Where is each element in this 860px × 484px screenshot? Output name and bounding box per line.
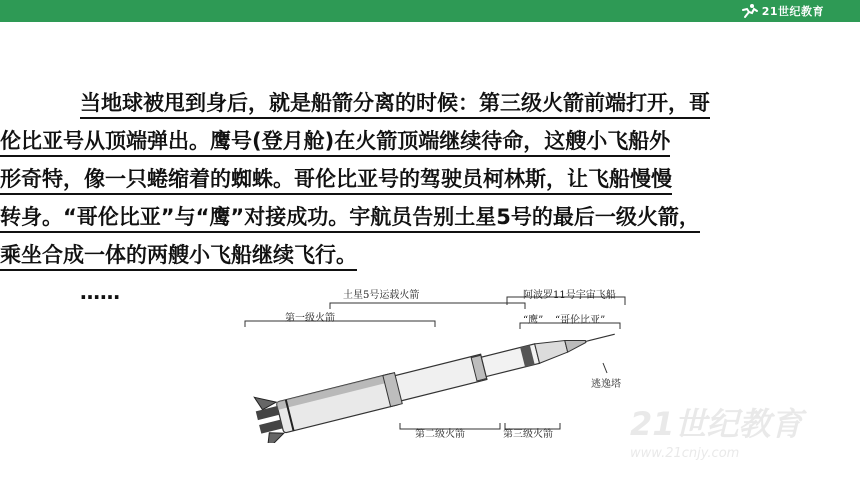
label-eagle: “鹰”	[523, 315, 544, 326]
label-stage3: 第三级火箭	[503, 429, 553, 440]
label-apollo: 阿波罗11号宇宙飞船	[523, 290, 616, 301]
label-escape: 逃逸塔	[591, 379, 621, 390]
runner-icon	[741, 3, 759, 19]
paragraph-line: 伦比亚号从顶端弹出。鹰号(登月舱)在火箭顶端继续待命，这艘小飞船外	[0, 122, 840, 160]
logo-text: 21世纪教育	[761, 5, 824, 18]
watermark-logo-icon	[620, 395, 840, 465]
label-columbia: “哥伦比亚”	[555, 315, 606, 326]
site-logo[interactable]	[741, 2, 824, 20]
svg-text:21世纪教育: 21世纪教育	[630, 405, 803, 443]
rocket-drawing	[235, 283, 635, 443]
svg-text:www.21cnjy.com: www.21cnjy.com	[630, 446, 740, 461]
header-bar	[0, 0, 860, 22]
paragraph-line: 形奇特，像一只蜷缩着的蜘蛛。哥伦比亚号的驾驶员柯林斯，让飞船慢慢	[0, 160, 840, 198]
paragraph-line: 当地球被甩到身后，就是船箭分离的时候：第三级火箭前端打开，哥	[80, 84, 840, 122]
watermark	[620, 395, 840, 465]
body-paragraph	[0, 84, 840, 274]
label-stage1: 第一级火箭	[285, 313, 335, 324]
label-stage2: 第二级火箭	[415, 429, 465, 440]
ellipsis: ……	[80, 280, 120, 304]
paragraph-line: 转身。“哥伦比亚”与“鹰”对接成功。宇航员告别土星5号的最后一级火箭，	[0, 198, 840, 236]
rocket-diagram	[235, 283, 635, 443]
paragraph-line: 乘坐合成一体的两艘小飞船继续飞行。	[0, 236, 840, 274]
label-saturn: 土星5号运载火箭	[343, 290, 420, 301]
